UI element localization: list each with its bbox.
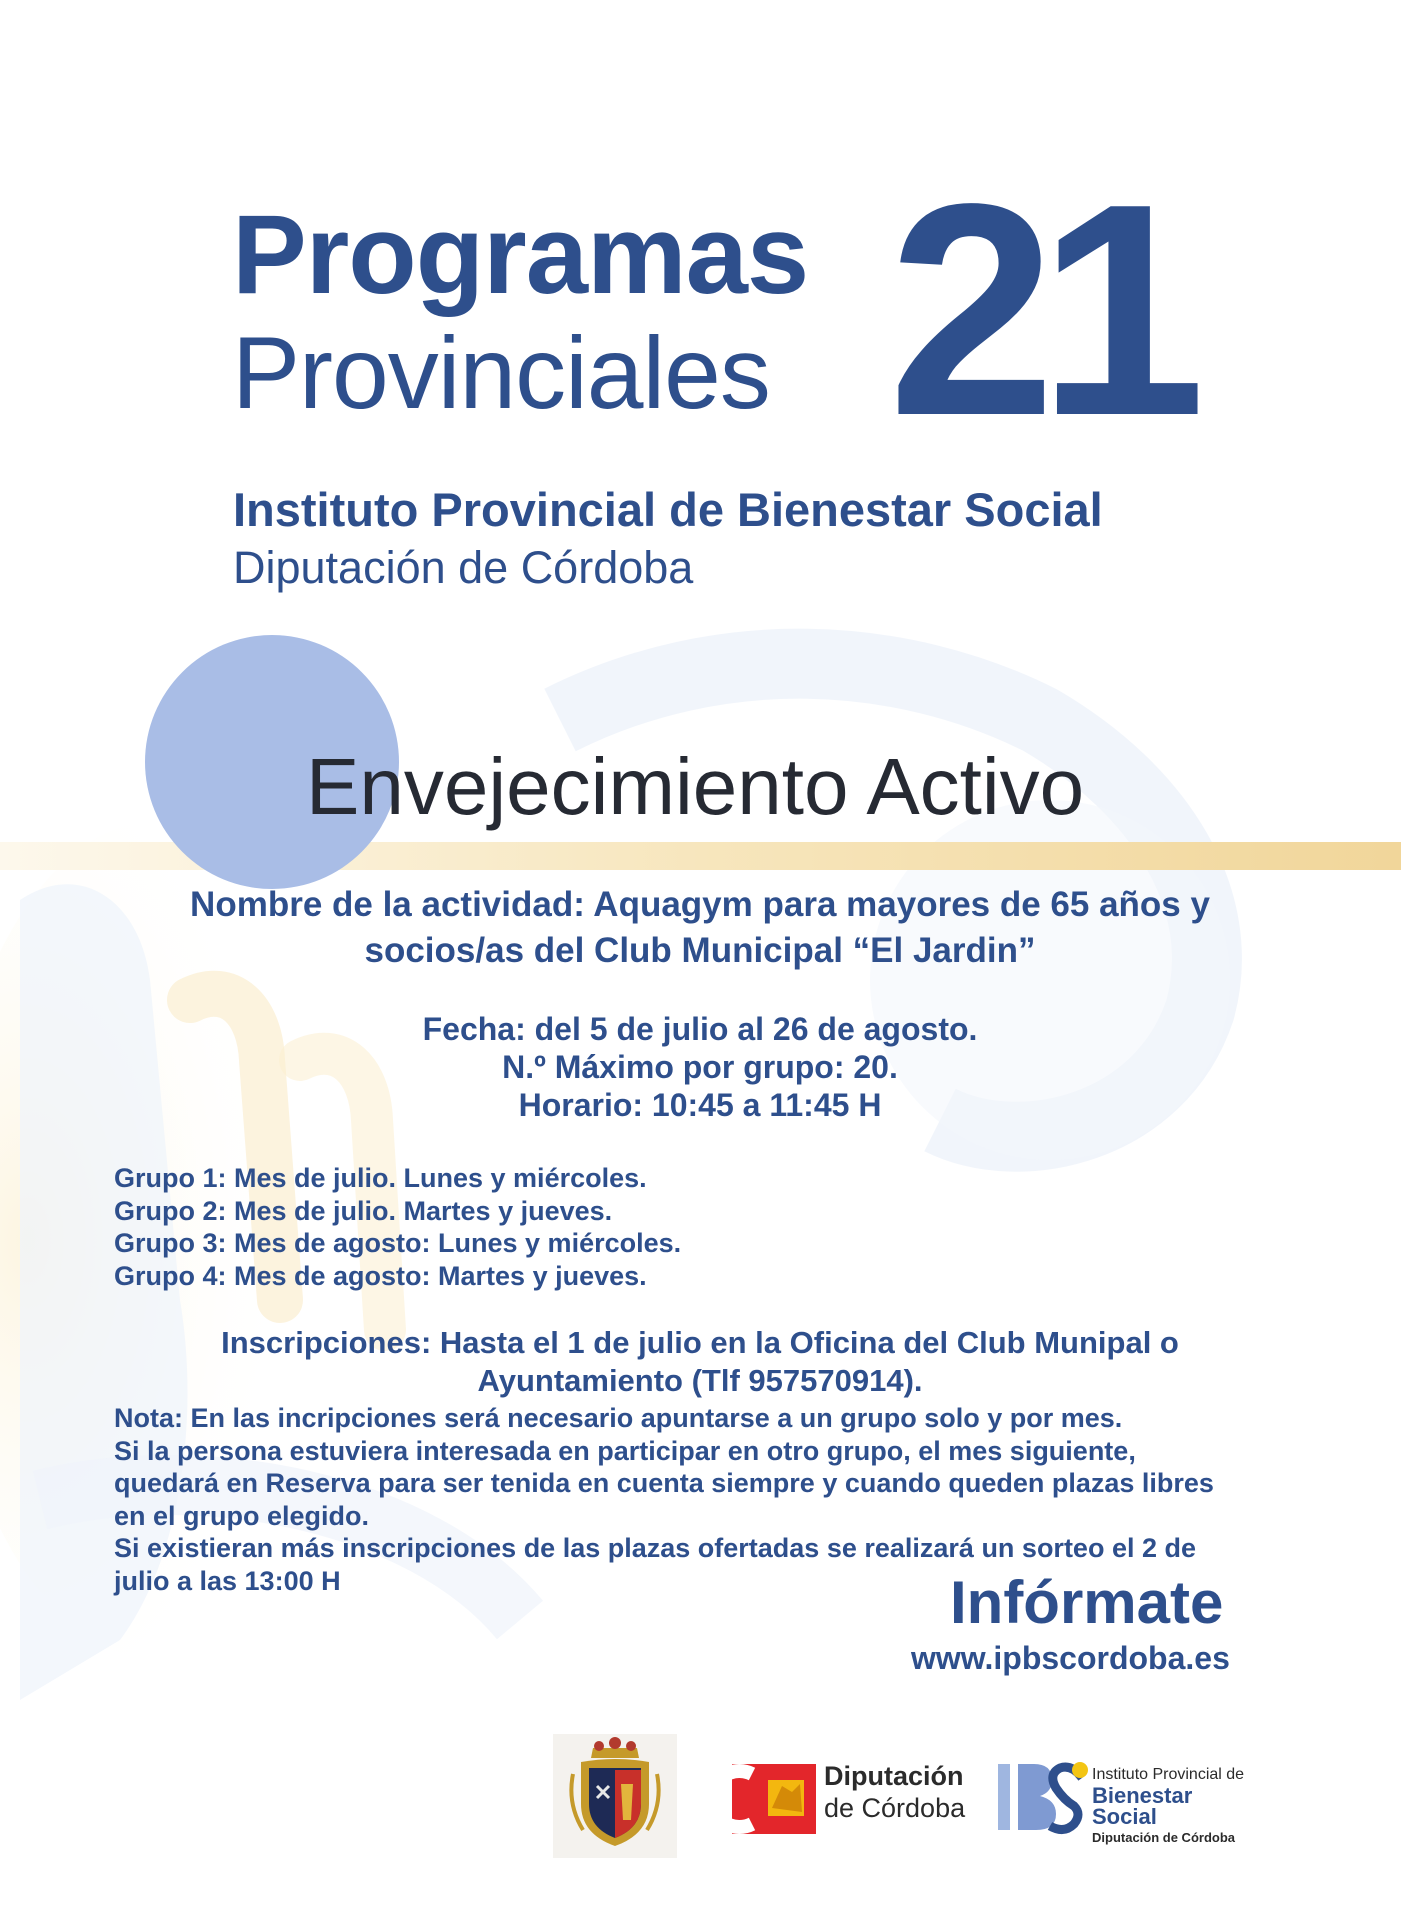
registration-info bbox=[120, 1324, 1280, 1400]
note-line: Si existieran más inscripciones de las plazas ofertadas se realizará un sorteo el 2 de bbox=[114, 1533, 1196, 1563]
activity-max-per-group: N.º Máximo por grupo: 20. bbox=[502, 1049, 898, 1085]
ibs-logo-text bbox=[1092, 1764, 1254, 1848]
ibs-logo-line1: Instituto Provincial de bbox=[1092, 1766, 1245, 1783]
note-line: Nota: En las incripciones será necesario apuntarse a un grupo solo y por mes. bbox=[114, 1403, 1123, 1433]
note-line: en el grupo elegido. bbox=[114, 1500, 370, 1531]
ibs-logo-line3: Diputación de Córdoba bbox=[1092, 1830, 1235, 1845]
diputacion-logo-line1: Diputación bbox=[824, 1761, 964, 1791]
diputacion-cordoba-logo bbox=[732, 1758, 972, 1838]
header-title-line2: Provinciales bbox=[232, 316, 770, 430]
program-title: Envejecimiento Activo bbox=[306, 742, 1085, 831]
website-link[interactable]: www.ipbscordoba.es bbox=[911, 1640, 1230, 1676]
note-line: quedará en Reserva para ser tenida en cuenta siempre y cuando queden plazas libres bbox=[114, 1468, 1214, 1498]
activity-schedule: Horario: 10:45 a 11:45 H bbox=[518, 1087, 882, 1123]
activity-details bbox=[300, 1010, 1100, 1124]
activity-name-line2: socios/as del Club Municipal “El Jardin” bbox=[364, 931, 1036, 970]
activity-name-line1: Nombre de la actividad: Aquagym para mayores de 65 años y bbox=[190, 885, 1210, 924]
header-title-line1: Programas bbox=[232, 192, 809, 317]
informate-heading: Infórmate bbox=[950, 1569, 1224, 1636]
registration-line1: Inscripciones: Hasta el 1 de julio en la Oficina del Club Munipal o bbox=[221, 1325, 1179, 1360]
group-list bbox=[114, 1162, 681, 1292]
note-line: Si la persona estuviera interesada en participar en otro grupo, el mes siguiente, bbox=[114, 1435, 1136, 1466]
header-title bbox=[232, 192, 912, 432]
group-item: Grupo 3: Mes de agosto: Lunes y miércoles. bbox=[114, 1228, 682, 1258]
diputacion-emblem-icon bbox=[732, 1758, 816, 1838]
group-item: Grupo 4: Mes de agosto: Martes y jueves. bbox=[114, 1260, 647, 1291]
group-item: Grupo 1: Mes de julio. Lunes y miércoles. bbox=[114, 1163, 647, 1193]
ibs-logo-line2: Bienestar Social bbox=[1092, 1783, 1193, 1829]
municipal-crest-logo bbox=[553, 1734, 677, 1858]
diputacion-name: Diputación de Córdoba bbox=[233, 542, 694, 593]
diputacion-logo-line2: de Córdoba bbox=[824, 1793, 966, 1823]
activity-name bbox=[120, 882, 1280, 974]
crest-icon bbox=[553, 1734, 677, 1858]
institute-name: Instituto Provincial de Bienestar Social bbox=[233, 483, 1103, 536]
ibs-emblem-icon bbox=[994, 1756, 1088, 1840]
registration-line2: Ayuntamiento (Tlf 957570914). bbox=[477, 1363, 923, 1398]
diputacion-logo-text bbox=[824, 1760, 965, 1824]
note-line: julio a las 13:00 H bbox=[114, 1565, 341, 1596]
group-item: Grupo 2: Mes de julio. Martes y jueves. bbox=[114, 1195, 613, 1226]
header-year: 21 bbox=[888, 141, 1188, 478]
activity-date: Fecha: del 5 de julio al 26 de agosto. bbox=[422, 1011, 978, 1047]
ibs-logo bbox=[994, 1756, 1254, 1845]
